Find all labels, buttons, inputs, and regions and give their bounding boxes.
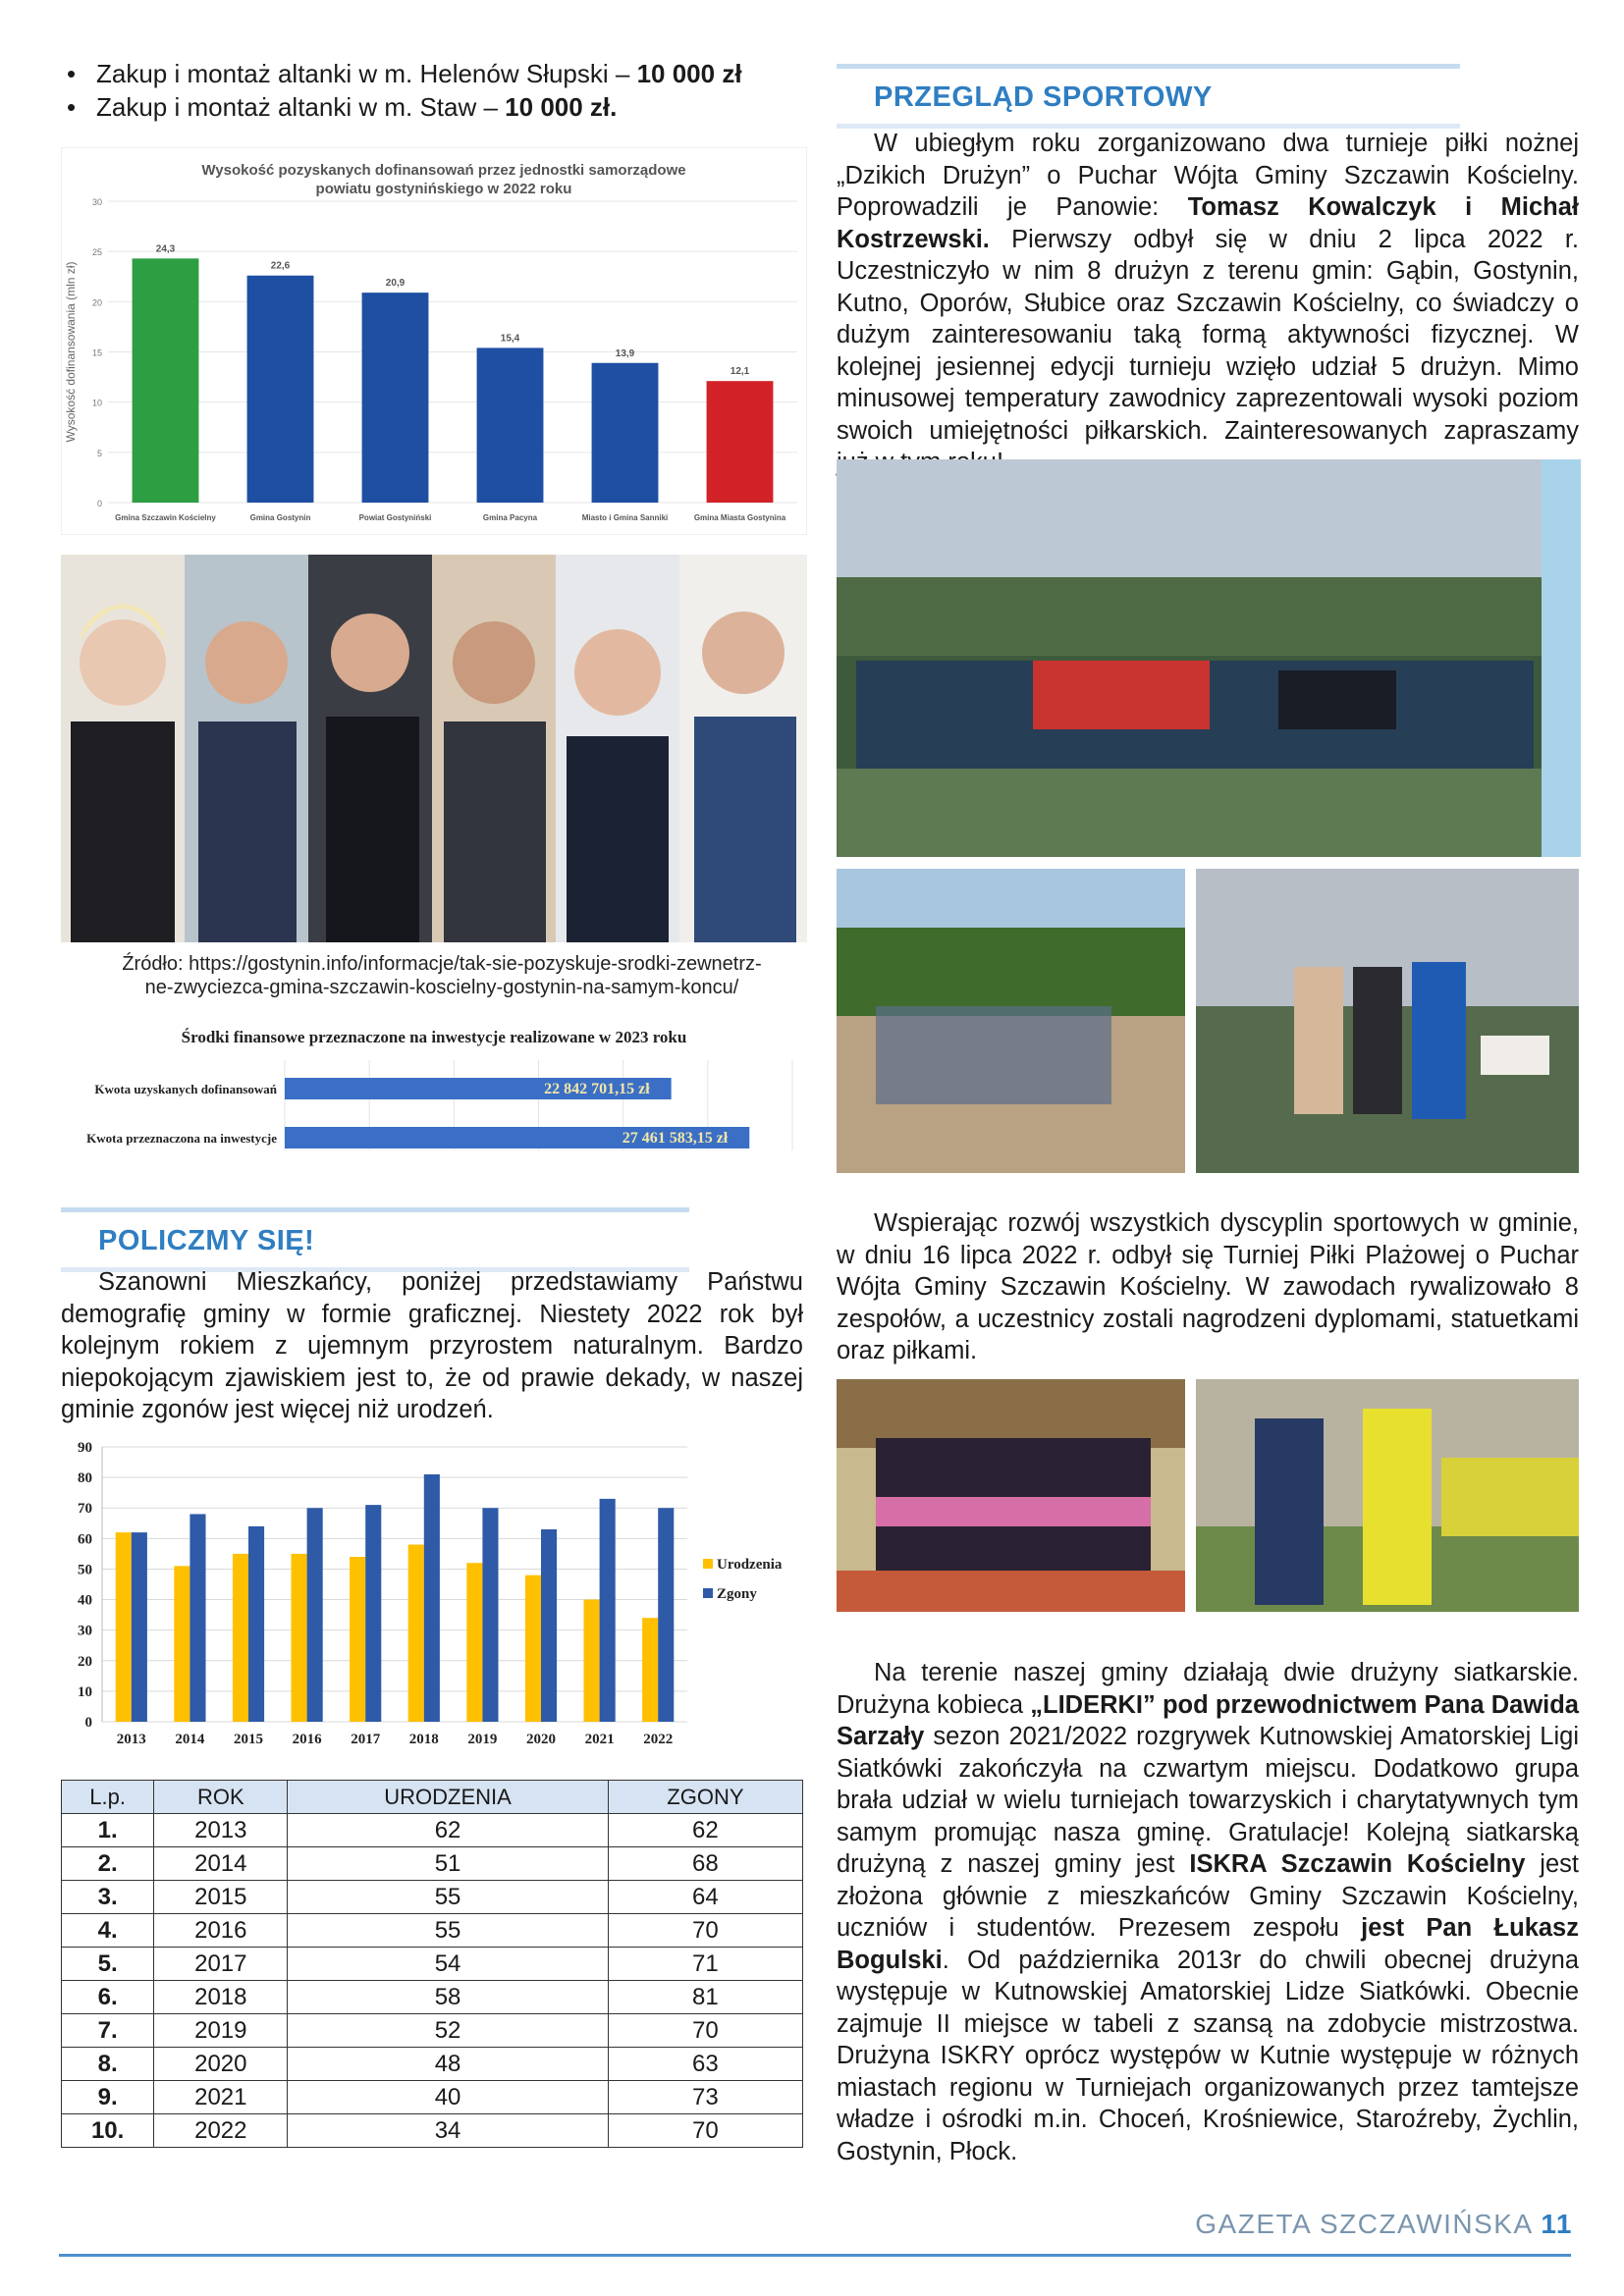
y-tick-label: 40 xyxy=(78,1592,92,1609)
demography-chart-svg xyxy=(61,1435,807,1759)
data-label: 22,6 xyxy=(270,260,291,272)
footer-title: GAZETA SZCZAWIŃSKA 11 xyxy=(1195,2209,1573,2239)
funding-chart-svg xyxy=(61,147,807,535)
cell-lp: 10. xyxy=(62,2114,154,2148)
sport-section-header xyxy=(837,64,1460,129)
cell-urodzenia: 48 xyxy=(288,2048,609,2081)
bar-zgony xyxy=(482,1508,498,1722)
cell-lp: 5. xyxy=(62,1948,154,1981)
cell-rok: 2019 xyxy=(154,2014,288,2048)
cell-urodzenia: 40 xyxy=(288,2081,609,2114)
cell-urodzenia: 55 xyxy=(288,1914,609,1948)
y-tick-label: 25 xyxy=(91,247,102,258)
y-tick-label: 80 xyxy=(78,1470,92,1487)
chart-subtitle: powiatu gostynińskiego w 2022 roku xyxy=(315,181,572,197)
bar-urodzenia xyxy=(116,1532,132,1722)
section-title: POLICZMY SIĘ! xyxy=(98,1225,315,1256)
volleyball-women-team-photo xyxy=(837,1379,1185,1612)
table-row xyxy=(62,1814,803,1847)
table-row xyxy=(62,2048,803,2081)
y-tick-label: 0 xyxy=(84,1715,92,1731)
x-tick-label: Gmina Szczawin Kościelny xyxy=(115,513,216,522)
header-zgony: ZGONY xyxy=(608,1781,802,1814)
cell-rok: 2022 xyxy=(154,2114,288,2148)
table-row xyxy=(62,1914,803,1948)
table-row xyxy=(62,2014,803,2048)
cell-lp: 4. xyxy=(62,1914,154,1948)
x-tick-label: 2018 xyxy=(408,1732,439,1747)
x-tick-label: 2022 xyxy=(643,1732,674,1747)
y-tick-label: 10 xyxy=(78,1683,92,1700)
cell-rok: 2021 xyxy=(154,2081,288,2114)
table-row xyxy=(62,2114,803,2148)
y-tick-label: 5 xyxy=(96,448,102,458)
bar xyxy=(592,363,659,503)
bar-zgony xyxy=(541,1529,557,1722)
cell-urodzenia: 62 xyxy=(288,1814,609,1847)
cell-zgony: 70 xyxy=(608,2014,802,2048)
y-tick-label: 30 xyxy=(78,1623,92,1639)
data-label: 12,1 xyxy=(730,366,750,378)
table-row xyxy=(62,1847,803,1881)
cell-rok: 2014 xyxy=(154,1847,288,1881)
x-tick-label: 2016 xyxy=(292,1732,322,1747)
cell-rok: 2016 xyxy=(154,1914,288,1948)
cell-zgony: 81 xyxy=(608,1981,802,2014)
cell-rok: 2020 xyxy=(154,2048,288,2081)
header-rok: ROK xyxy=(154,1781,288,1814)
bar-zgony xyxy=(307,1508,323,1722)
cell-lp: 9. xyxy=(62,2081,154,2114)
x-tick-label: 2020 xyxy=(526,1732,556,1747)
table-header-row xyxy=(62,1781,803,1814)
bar-zgony xyxy=(658,1508,674,1722)
football-teams-photo xyxy=(837,459,1581,857)
data-label: 27 461 583,15 zł xyxy=(622,1130,729,1147)
cell-zgony: 63 xyxy=(608,2048,802,2081)
cell-urodzenia: 54 xyxy=(288,1948,609,1981)
y-tick-label: 15 xyxy=(91,347,102,358)
cell-zgony: 64 xyxy=(608,1881,802,1914)
category-label: Kwota przeznaczona na inwestycje xyxy=(86,1131,277,1146)
officials-portraits-photo xyxy=(61,555,807,942)
bar xyxy=(477,347,544,503)
bar xyxy=(133,258,199,503)
cell-zgony: 73 xyxy=(608,2081,802,2114)
legend-label: Urodzenia xyxy=(717,1557,783,1573)
cell-zgony: 62 xyxy=(608,1814,802,1847)
x-tick-label: 2014 xyxy=(175,1732,205,1747)
cell-zgony: 70 xyxy=(608,2114,802,2148)
sport-paragraph-3: Na terenie naszej gminy działają dwie drużyny siatkarskie. Drużyna kobieca „LIDERKI” pod przewodnictwem Pana Dawida Sarzały sezon 2021/2022 rozgrywek Kutnowskiej Amatorskiej Ligi Siatkówki zakończyła na czwartym miejscu. Dodatkowo grupa brała udział w wielu turniejach towarzyskich i charytatywnych tym samym promując nasza gminę. Gratulacje! Kolejną siatkarską drużyną z naszej gminy jest ISKRA Szczawin Kościelny jest złożona głównie z mieszkańców Gminy Szczawin Kościelny, uczniów i studentów. Prezesem zespołu jest Pan Łukasz Bogulski. Od października 2013r do chwili obecnej drużyna występuje w Kutnowskiej Amatorskiej Lidze Siatkówki. Obecnie zajmuje II miejsce w tabeli z szansą na zdobycie mistrzostwa. Drużyna ISKRY oprócz występów w Kutnie występuje w różnych miastach regionu w Turniejach organizowanych przez tamtejsze władze i ośrodki m.in. Choceń, Krośniewice, Staroźreby, Żychlin, Gostynin, Płock. xyxy=(837,1659,1579,2165)
cell-lp: 8. xyxy=(62,2048,154,2081)
cell-zgony: 70 xyxy=(608,1914,802,1948)
bar-zgony xyxy=(365,1505,381,1722)
bar-zgony xyxy=(248,1526,264,1722)
x-tick-label: Powiat Gostyniński xyxy=(358,513,432,522)
bar xyxy=(247,276,314,503)
funding-bar-chart xyxy=(61,147,807,535)
header-urodzenia: URODZENIA xyxy=(288,1781,609,1814)
y-tick-label: 20 xyxy=(78,1653,92,1670)
policzmy-paragraph: Szanowni Mieszkańcy, poniżej przedstawiamy Państwu demografię gminy w formie graficznej. Niestety 2022 rok był kolejnym rokiem z ujemnym przyrostem naturalnym. Bardzo niepokojącym zjawiskiem jest to, że od prawie dekady, w naszej gminie zgonów jest więcej niż urodzeń. xyxy=(61,1268,803,1423)
bar-urodzenia xyxy=(292,1554,307,1722)
policzmy-section-header xyxy=(61,1207,689,1272)
table-body xyxy=(62,1814,803,2148)
section-title: PRZEGLĄD SPORTOWY xyxy=(874,81,1213,113)
chart-title: Środki finansowe przeznaczone na inwestycje realizowane w 2023 roku xyxy=(181,1028,687,1046)
x-tick-label: 2013 xyxy=(116,1732,146,1747)
x-tick-label: 2017 xyxy=(351,1732,381,1747)
bar xyxy=(707,381,774,503)
data-label: 13,9 xyxy=(615,347,635,359)
volleyball-award-photo xyxy=(1196,1379,1579,1612)
y-tick-label: 90 xyxy=(78,1440,92,1456)
y-tick-label: 0 xyxy=(96,499,102,508)
x-tick-label: Miasto i Gmina Sanniki xyxy=(581,513,669,522)
x-tick-label: Gmina Miasta Gostynina xyxy=(693,513,786,522)
cell-urodzenia: 55 xyxy=(288,1881,609,1914)
cell-zgony: 71 xyxy=(608,1948,802,1981)
cell-rok: 2017 xyxy=(154,1948,288,1981)
investment-chart-svg xyxy=(61,1021,807,1153)
cell-urodzenia: 58 xyxy=(288,1981,609,2014)
bar-urodzenia xyxy=(525,1575,541,1722)
y-tick-label: 30 xyxy=(91,197,102,207)
x-tick-label: 2021 xyxy=(584,1732,615,1747)
investment-bullets xyxy=(61,57,827,124)
cell-rok: 2015 xyxy=(154,1881,288,1914)
bar-urodzenia xyxy=(642,1618,658,1722)
x-tick-label: Gmina Pacyna xyxy=(482,513,538,522)
bar-urodzenia xyxy=(466,1563,482,1722)
footer-rule xyxy=(59,2254,1571,2257)
sport-paragraph-1: W ubiegłym roku zorganizowano dwa turnieje piłki nożnej „Dzikich Drużyn” o Puchar Wójta Gminy Szczawin Kościelny. Poprowadzili je Panowie: Tomasz Kowalczyk i Michał Kostrzewski. Pierwszy odbył się w dniu 2 lipca 2022 r. Uczestniczyło w nim 8 drużyn z terenu gmin: Gąbin, Gostynin, Kutno, Oporów, Słubice oraz Szczawin Kościelny, co świadczy o dużym zainteresowaniu taką formą aktywności fizycznej. W kolejnej jesiennej edycji turnieju wzięło udział 5 drużyn. Mimo minusowej temperatury zawodnicy zaprezentowali wysoki poziom swoich umiejętności piłkarskich. Zainteresowanych zapraszamy xyxy=(837,130,1579,445)
bar-urodzenia xyxy=(174,1566,189,1722)
data-label: 24,3 xyxy=(155,243,176,255)
legend-label: Zgony xyxy=(717,1586,757,1602)
y-tick-label: 50 xyxy=(78,1562,92,1578)
demography-bar-chart xyxy=(61,1435,807,1759)
header-lp: L.p. xyxy=(62,1781,154,1814)
cell-lp: 1. xyxy=(62,1814,154,1847)
data-label: 20,9 xyxy=(385,278,406,290)
cell-zgony: 68 xyxy=(608,1847,802,1881)
sport-paragraph-2: Wspierając rozwój wszystkich dyscyplin sportowych w gminie, w dniu 16 lipca 2022 r. odbył się Turniej Piłki Plażowej o Puchar Wójta Gminy Szczawin Kościelny. W zawodach rywalizowało 8 zespołów, a uczestnicy zostali nagrodzeni dyplomami, statuetkami oraz piłkami. xyxy=(837,1209,1579,1364)
beach-volleyball-photo xyxy=(837,869,1185,1173)
investment-bar-chart xyxy=(61,1021,807,1153)
bar-urodzenia xyxy=(408,1545,424,1722)
bar-zgony xyxy=(189,1514,205,1722)
table-row xyxy=(62,1948,803,1981)
cell-lp: 2. xyxy=(62,1847,154,1881)
x-tick-label: Gmina Gostynin xyxy=(249,513,311,522)
category-label: Kwota uzyskanych dofinansowań xyxy=(94,1082,277,1096)
x-tick-label: 2015 xyxy=(234,1732,263,1747)
bar-zgony xyxy=(424,1474,440,1722)
cell-urodzenia: 34 xyxy=(288,2114,609,2148)
data-label: 15,4 xyxy=(500,333,520,345)
data-label: 22 842 701,15 zł xyxy=(544,1081,650,1097)
bar-urodzenia xyxy=(350,1557,365,1722)
y-tick-label: 10 xyxy=(91,398,102,408)
cell-urodzenia: 51 xyxy=(288,1847,609,1881)
cell-lp: 6. xyxy=(62,1981,154,2014)
cell-rok: 2018 xyxy=(154,1981,288,2014)
y-axis-label: Wysokość dofinansowania (mln zł) xyxy=(64,261,78,443)
cell-lp: 3. xyxy=(62,1881,154,1914)
bullet-item: • Zakup i montaż altanki w m. Staw – 10 000 zł. xyxy=(61,90,827,124)
cell-rok: 2013 xyxy=(154,1814,288,1847)
legend-swatch xyxy=(703,1559,713,1569)
cell-urodzenia: 52 xyxy=(288,2014,609,2048)
bullet-item: • Zakup i montaż altanki w m. Helenów Słupski – 10 000 zł xyxy=(61,57,827,90)
bar xyxy=(362,293,429,503)
legend-swatch xyxy=(703,1588,713,1598)
chart-title: Wysokość pozyskanych dofinansowań przez jednostki samorządowe xyxy=(201,162,686,179)
table-row xyxy=(62,1981,803,2014)
cell-lp: 7. xyxy=(62,2014,154,2048)
demography-table xyxy=(61,1780,803,2148)
bar-zgony xyxy=(600,1499,616,1722)
y-tick-label: 70 xyxy=(78,1501,92,1518)
y-tick-label: 60 xyxy=(78,1531,92,1548)
table-row xyxy=(62,1881,803,1914)
table-row xyxy=(62,2081,803,2114)
football-award-photo xyxy=(1196,869,1579,1173)
y-tick-label: 20 xyxy=(91,297,102,308)
bar-urodzenia xyxy=(584,1600,600,1722)
bar-urodzenia xyxy=(233,1554,248,1722)
x-tick-label: 2019 xyxy=(467,1732,498,1747)
photo-source-caption: Źródło: https://gostynin.info/informacje/tak-sie-pozyskuje-srodki-zewnetrz- ne-zwyciezca-gmina-szczawin-koscielny-gostynin-na-samym-koncu/ xyxy=(122,953,762,998)
bar-zgony xyxy=(132,1532,147,1722)
